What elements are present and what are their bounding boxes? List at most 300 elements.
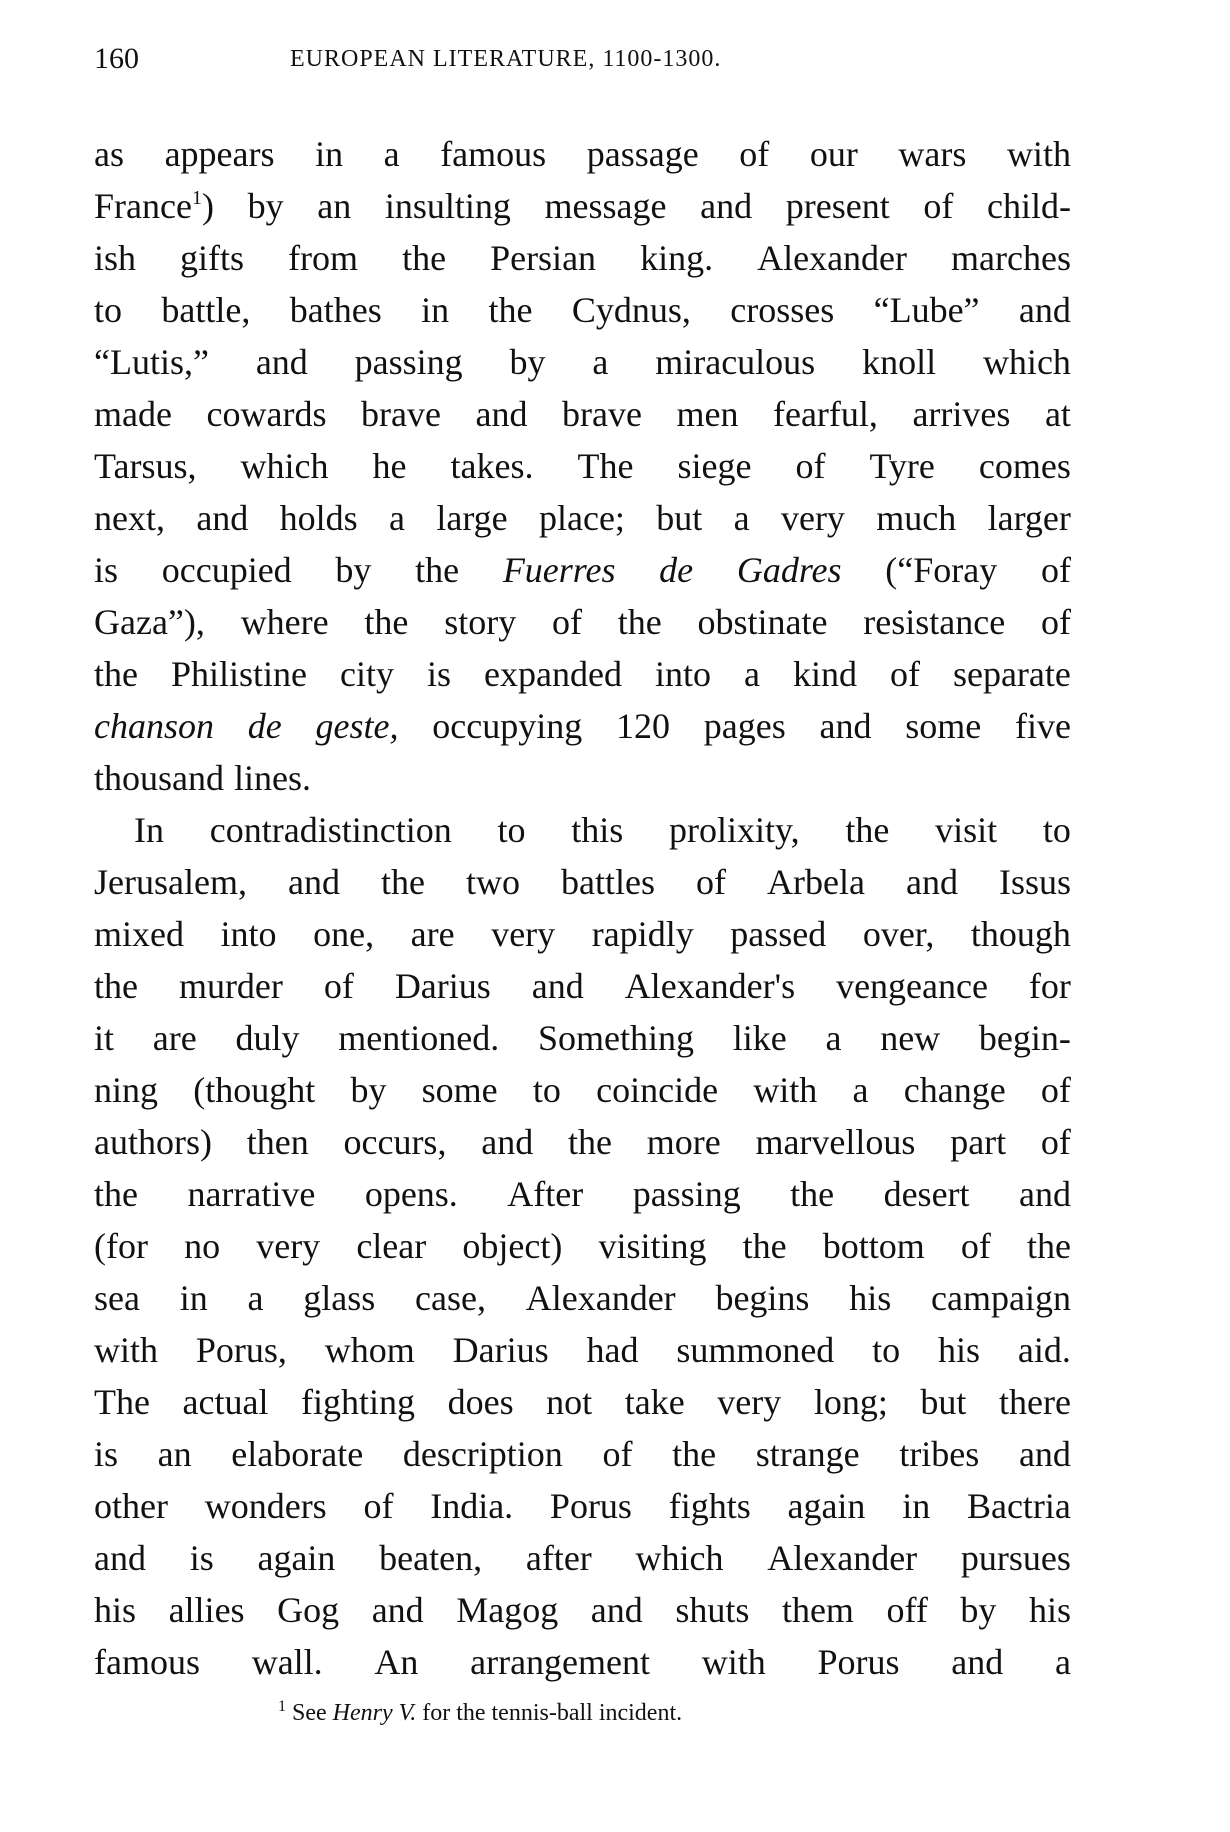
text: Arbela <box>767 862 865 902</box>
text: and <box>287 862 340 902</box>
text: made <box>94 394 172 434</box>
body-text <box>94 128 1071 1688</box>
text: a <box>743 654 760 694</box>
word <box>885 544 997 596</box>
word <box>288 232 358 284</box>
italic-text: Fuerres <box>502 550 616 590</box>
text: clear <box>356 1226 427 1266</box>
text: and <box>905 862 958 902</box>
word <box>421 284 449 336</box>
text: long; <box>813 1382 888 1422</box>
text: description <box>402 1434 563 1474</box>
text-line <box>94 960 1071 1012</box>
text: five <box>1015 706 1071 746</box>
word <box>960 1584 996 1636</box>
word <box>94 1584 136 1636</box>
text: 120 <box>615 706 670 746</box>
text: into <box>654 654 711 694</box>
word <box>912 388 1010 440</box>
text: An <box>374 1642 419 1682</box>
footnote-text: See <box>292 1700 333 1726</box>
text: no <box>184 1226 221 1266</box>
text-line <box>94 1220 1071 1272</box>
word <box>94 1376 150 1428</box>
word <box>355 336 463 388</box>
text: case, <box>415 1278 486 1318</box>
word <box>602 1428 632 1480</box>
text: battle, <box>161 290 251 330</box>
text: bathes <box>289 290 382 330</box>
word <box>94 128 124 180</box>
text-line <box>94 1116 1071 1168</box>
running-title: EUROPEAN LITERATURE, 1100-1300. <box>290 46 722 72</box>
text: is <box>189 1538 214 1578</box>
text: in <box>902 1486 931 1526</box>
text: again <box>257 1538 336 1578</box>
word <box>734 492 750 544</box>
word <box>849 1272 891 1324</box>
text: arrangement <box>470 1642 651 1682</box>
text: next, <box>94 498 165 538</box>
text: an <box>157 1434 192 1474</box>
text: actual <box>182 1382 269 1422</box>
text: a <box>1054 1642 1071 1682</box>
word <box>252 1636 323 1688</box>
word <box>365 1168 458 1220</box>
page-number: 160 <box>94 42 139 75</box>
text: wonders <box>204 1486 327 1526</box>
text: the <box>380 862 425 902</box>
text: very <box>491 914 556 954</box>
word <box>1027 1220 1071 1272</box>
word <box>676 1324 834 1376</box>
word <box>876 492 956 544</box>
text: by <box>335 550 372 590</box>
word <box>782 1584 854 1636</box>
text: fearful, <box>772 394 878 434</box>
word <box>207 388 327 440</box>
text: in <box>179 1278 208 1318</box>
text: cowards <box>206 394 327 434</box>
text: by <box>960 1590 997 1630</box>
word <box>869 440 934 492</box>
text-line <box>94 440 1071 492</box>
text: of <box>889 654 920 694</box>
word <box>704 700 786 752</box>
word <box>94 440 196 492</box>
word <box>1043 804 1071 856</box>
word <box>739 128 769 180</box>
text-line <box>94 284 1071 336</box>
word <box>767 1532 917 1584</box>
text: “Lube” <box>873 290 980 330</box>
word <box>161 284 250 336</box>
text: object) <box>462 1226 563 1266</box>
word <box>94 180 214 232</box>
text: by <box>509 342 546 382</box>
word <box>656 492 702 544</box>
word <box>456 1584 558 1636</box>
word <box>971 908 1071 960</box>
word <box>316 700 399 752</box>
text: with <box>94 1330 159 1370</box>
text: summoned <box>676 1330 835 1370</box>
word <box>325 1324 415 1376</box>
word <box>94 1168 138 1220</box>
text: into <box>220 914 277 954</box>
word <box>240 440 328 492</box>
word <box>187 1168 315 1220</box>
text: then <box>246 1122 309 1162</box>
text: which <box>982 342 1071 382</box>
word <box>94 648 138 700</box>
text: tribes <box>899 1434 980 1474</box>
text: Alexander <box>757 238 908 278</box>
text-line <box>94 336 1071 388</box>
word <box>395 960 491 1012</box>
word <box>384 128 400 180</box>
text: Tarsus, <box>94 446 197 486</box>
word <box>1041 1064 1071 1116</box>
word <box>552 596 582 648</box>
word <box>385 180 511 232</box>
word <box>999 856 1071 908</box>
text: famous <box>94 1642 200 1682</box>
text: king. <box>640 238 714 278</box>
word <box>700 180 752 232</box>
text: much <box>876 498 957 538</box>
text: the <box>94 966 138 1006</box>
text: In <box>134 810 164 850</box>
text: a <box>592 342 609 382</box>
text: “Lutis,” <box>94 342 209 382</box>
word <box>315 128 343 180</box>
italic-text: geste, <box>315 706 399 746</box>
running-header <box>94 42 1071 82</box>
word <box>572 284 691 336</box>
word <box>94 752 224 804</box>
word <box>364 596 408 648</box>
text: miraculous <box>655 342 816 382</box>
text-line <box>94 1272 1071 1324</box>
word <box>539 492 625 544</box>
word <box>596 1064 718 1116</box>
word <box>733 1012 787 1064</box>
footnote-reference: 1 <box>191 187 202 209</box>
text: Tyre <box>869 446 935 486</box>
text: desert <box>883 1174 970 1214</box>
word <box>481 1116 533 1168</box>
word <box>676 388 738 440</box>
word <box>999 1376 1071 1428</box>
text: them <box>781 1590 854 1630</box>
word <box>317 180 351 232</box>
word <box>436 492 507 544</box>
text: where <box>240 602 329 642</box>
word <box>290 284 382 336</box>
text: campaign <box>931 1278 1071 1318</box>
text: passed <box>730 914 827 954</box>
word <box>381 856 425 908</box>
word <box>526 1532 592 1584</box>
word <box>677 440 751 492</box>
text: the <box>742 1226 787 1266</box>
word <box>938 1324 980 1376</box>
word <box>592 908 694 960</box>
text: to <box>872 1330 901 1370</box>
text: ning <box>94 1070 159 1110</box>
text: Something <box>537 1018 694 1058</box>
text: take <box>624 1382 685 1422</box>
text: brave <box>360 394 441 434</box>
word <box>94 388 172 440</box>
text: and <box>481 1122 534 1162</box>
text: sea <box>94 1278 140 1318</box>
text: Darius <box>394 966 491 1006</box>
text: the <box>672 1434 717 1474</box>
word <box>899 1428 979 1480</box>
word <box>967 1480 1071 1532</box>
text: to <box>532 1070 561 1110</box>
text: the <box>94 654 138 694</box>
text: his <box>94 1590 137 1630</box>
word <box>577 440 633 492</box>
text: Jerusalem, <box>94 862 247 902</box>
text: with <box>753 1070 818 1110</box>
text: to <box>1042 810 1071 850</box>
word <box>430 1480 513 1532</box>
text: pursues <box>960 1538 1071 1578</box>
word <box>411 908 455 960</box>
text: the <box>567 1122 612 1162</box>
word <box>184 1220 220 1272</box>
word <box>767 856 865 908</box>
word <box>356 1220 426 1272</box>
word <box>538 1012 694 1064</box>
word <box>361 388 441 440</box>
text: by <box>350 1070 387 1110</box>
text: begins <box>715 1278 810 1318</box>
text: one, <box>313 914 375 954</box>
text: are <box>152 1018 197 1058</box>
text: does <box>447 1382 514 1422</box>
word <box>675 1584 749 1636</box>
text: a <box>383 134 400 174</box>
word <box>1041 544 1071 596</box>
text: ) <box>201 186 214 226</box>
text-line <box>94 1012 1071 1064</box>
text: comes <box>978 446 1071 486</box>
word <box>987 180 1071 232</box>
word <box>737 544 842 596</box>
word <box>979 1012 1071 1064</box>
word <box>979 440 1071 492</box>
text-line <box>94 804 1071 856</box>
text: lines. <box>234 758 311 798</box>
text: kind <box>792 654 857 694</box>
text-line <box>94 388 1071 440</box>
text: Magog <box>456 1590 559 1630</box>
text: wars <box>898 134 967 174</box>
text: visiting <box>598 1226 707 1266</box>
text: occupied <box>161 550 292 590</box>
word <box>94 1324 158 1376</box>
word <box>94 960 138 1012</box>
text: France <box>94 186 192 226</box>
text: opens. <box>364 1174 458 1214</box>
footnote-marker: 1 <box>278 1698 286 1715</box>
text: Alexander <box>767 1538 918 1578</box>
text: Philistine <box>170 654 308 694</box>
text: of <box>795 446 826 486</box>
text: new <box>880 1018 941 1058</box>
word <box>902 1480 930 1532</box>
text: and <box>590 1590 643 1630</box>
word <box>169 1584 245 1636</box>
text: part <box>950 1122 1007 1162</box>
word <box>94 1220 148 1272</box>
text: of <box>1041 602 1071 642</box>
word <box>94 1428 118 1480</box>
text: battles <box>560 862 655 902</box>
word <box>490 232 596 284</box>
word <box>533 1064 561 1116</box>
word <box>94 908 184 960</box>
word <box>466 856 520 908</box>
text: The <box>577 446 634 486</box>
word <box>951 1636 1003 1688</box>
text: present <box>785 186 890 226</box>
text: with <box>1006 134 1071 174</box>
word <box>586 1324 638 1376</box>
text: appears <box>164 134 275 174</box>
word <box>872 1324 900 1376</box>
text: of <box>960 1226 991 1266</box>
text-line <box>94 648 1071 700</box>
text: shuts <box>675 1590 750 1630</box>
text-line <box>94 1532 1071 1584</box>
text: arrives <box>912 394 1011 434</box>
word <box>862 336 936 388</box>
word <box>427 648 451 700</box>
text: some <box>421 1070 498 1110</box>
text-line <box>94 1168 1071 1220</box>
word <box>988 492 1071 544</box>
text-line <box>94 1428 1071 1480</box>
word <box>598 1220 706 1272</box>
text: occurs, <box>343 1122 447 1162</box>
text: his <box>1028 1590 1071 1630</box>
word <box>814 1376 888 1428</box>
word <box>94 544 118 596</box>
text: the <box>402 238 447 278</box>
text: over, <box>862 914 935 954</box>
word <box>1029 960 1071 1012</box>
text-line <box>94 544 1071 596</box>
word <box>94 700 214 752</box>
footnote <box>278 1700 682 1727</box>
word <box>248 180 284 232</box>
text: had <box>586 1330 639 1370</box>
word <box>248 700 282 752</box>
text: passing <box>632 1174 741 1214</box>
word <box>571 804 623 856</box>
text: not <box>546 1382 593 1422</box>
word <box>280 492 358 544</box>
text: our <box>809 134 858 174</box>
word <box>153 1012 197 1064</box>
word <box>372 440 406 492</box>
word <box>171 648 307 700</box>
word <box>647 1116 721 1168</box>
text: The <box>94 1382 150 1422</box>
text: though <box>970 914 1071 954</box>
text: and <box>196 498 249 538</box>
word <box>592 336 608 388</box>
text: after <box>525 1538 592 1578</box>
text: there <box>998 1382 1071 1422</box>
text: famous <box>440 134 547 174</box>
text: Porus, <box>195 1330 287 1370</box>
word <box>672 1428 716 1480</box>
word <box>444 596 516 648</box>
word <box>669 1480 751 1532</box>
text: glass <box>303 1278 376 1318</box>
text: is <box>94 1434 119 1474</box>
word <box>931 1272 1071 1324</box>
word <box>545 180 667 232</box>
text: rapidly <box>591 914 694 954</box>
text-line <box>94 856 1071 908</box>
word <box>793 648 857 700</box>
text: of <box>739 134 770 174</box>
text: visit <box>935 810 998 850</box>
text: his <box>938 1330 981 1370</box>
word <box>786 180 890 232</box>
word <box>256 336 308 388</box>
word <box>787 1480 865 1532</box>
word <box>823 1220 925 1272</box>
word <box>248 1272 264 1324</box>
word <box>756 1428 860 1480</box>
word <box>953 648 1071 700</box>
text: (“Foray <box>885 550 998 590</box>
text: this <box>571 810 624 850</box>
text: thousand <box>94 758 224 798</box>
word <box>810 128 858 180</box>
text: to <box>497 810 526 850</box>
text: but <box>920 1382 967 1422</box>
text-line <box>94 1324 1071 1376</box>
word <box>880 1012 940 1064</box>
text: authors) <box>94 1122 212 1162</box>
text: and <box>1019 1174 1071 1214</box>
text: After <box>507 1174 584 1214</box>
word <box>210 804 452 856</box>
text: and <box>951 1642 1004 1682</box>
word <box>462 1220 562 1272</box>
text-line <box>94 180 1071 232</box>
word <box>94 1064 158 1116</box>
word <box>165 128 275 180</box>
word <box>618 596 662 648</box>
text: in <box>315 134 344 174</box>
word <box>350 1064 386 1116</box>
text: beaten, <box>379 1538 483 1578</box>
text: narrative <box>187 1174 316 1214</box>
word <box>241 596 329 648</box>
text: it <box>94 1018 115 1058</box>
